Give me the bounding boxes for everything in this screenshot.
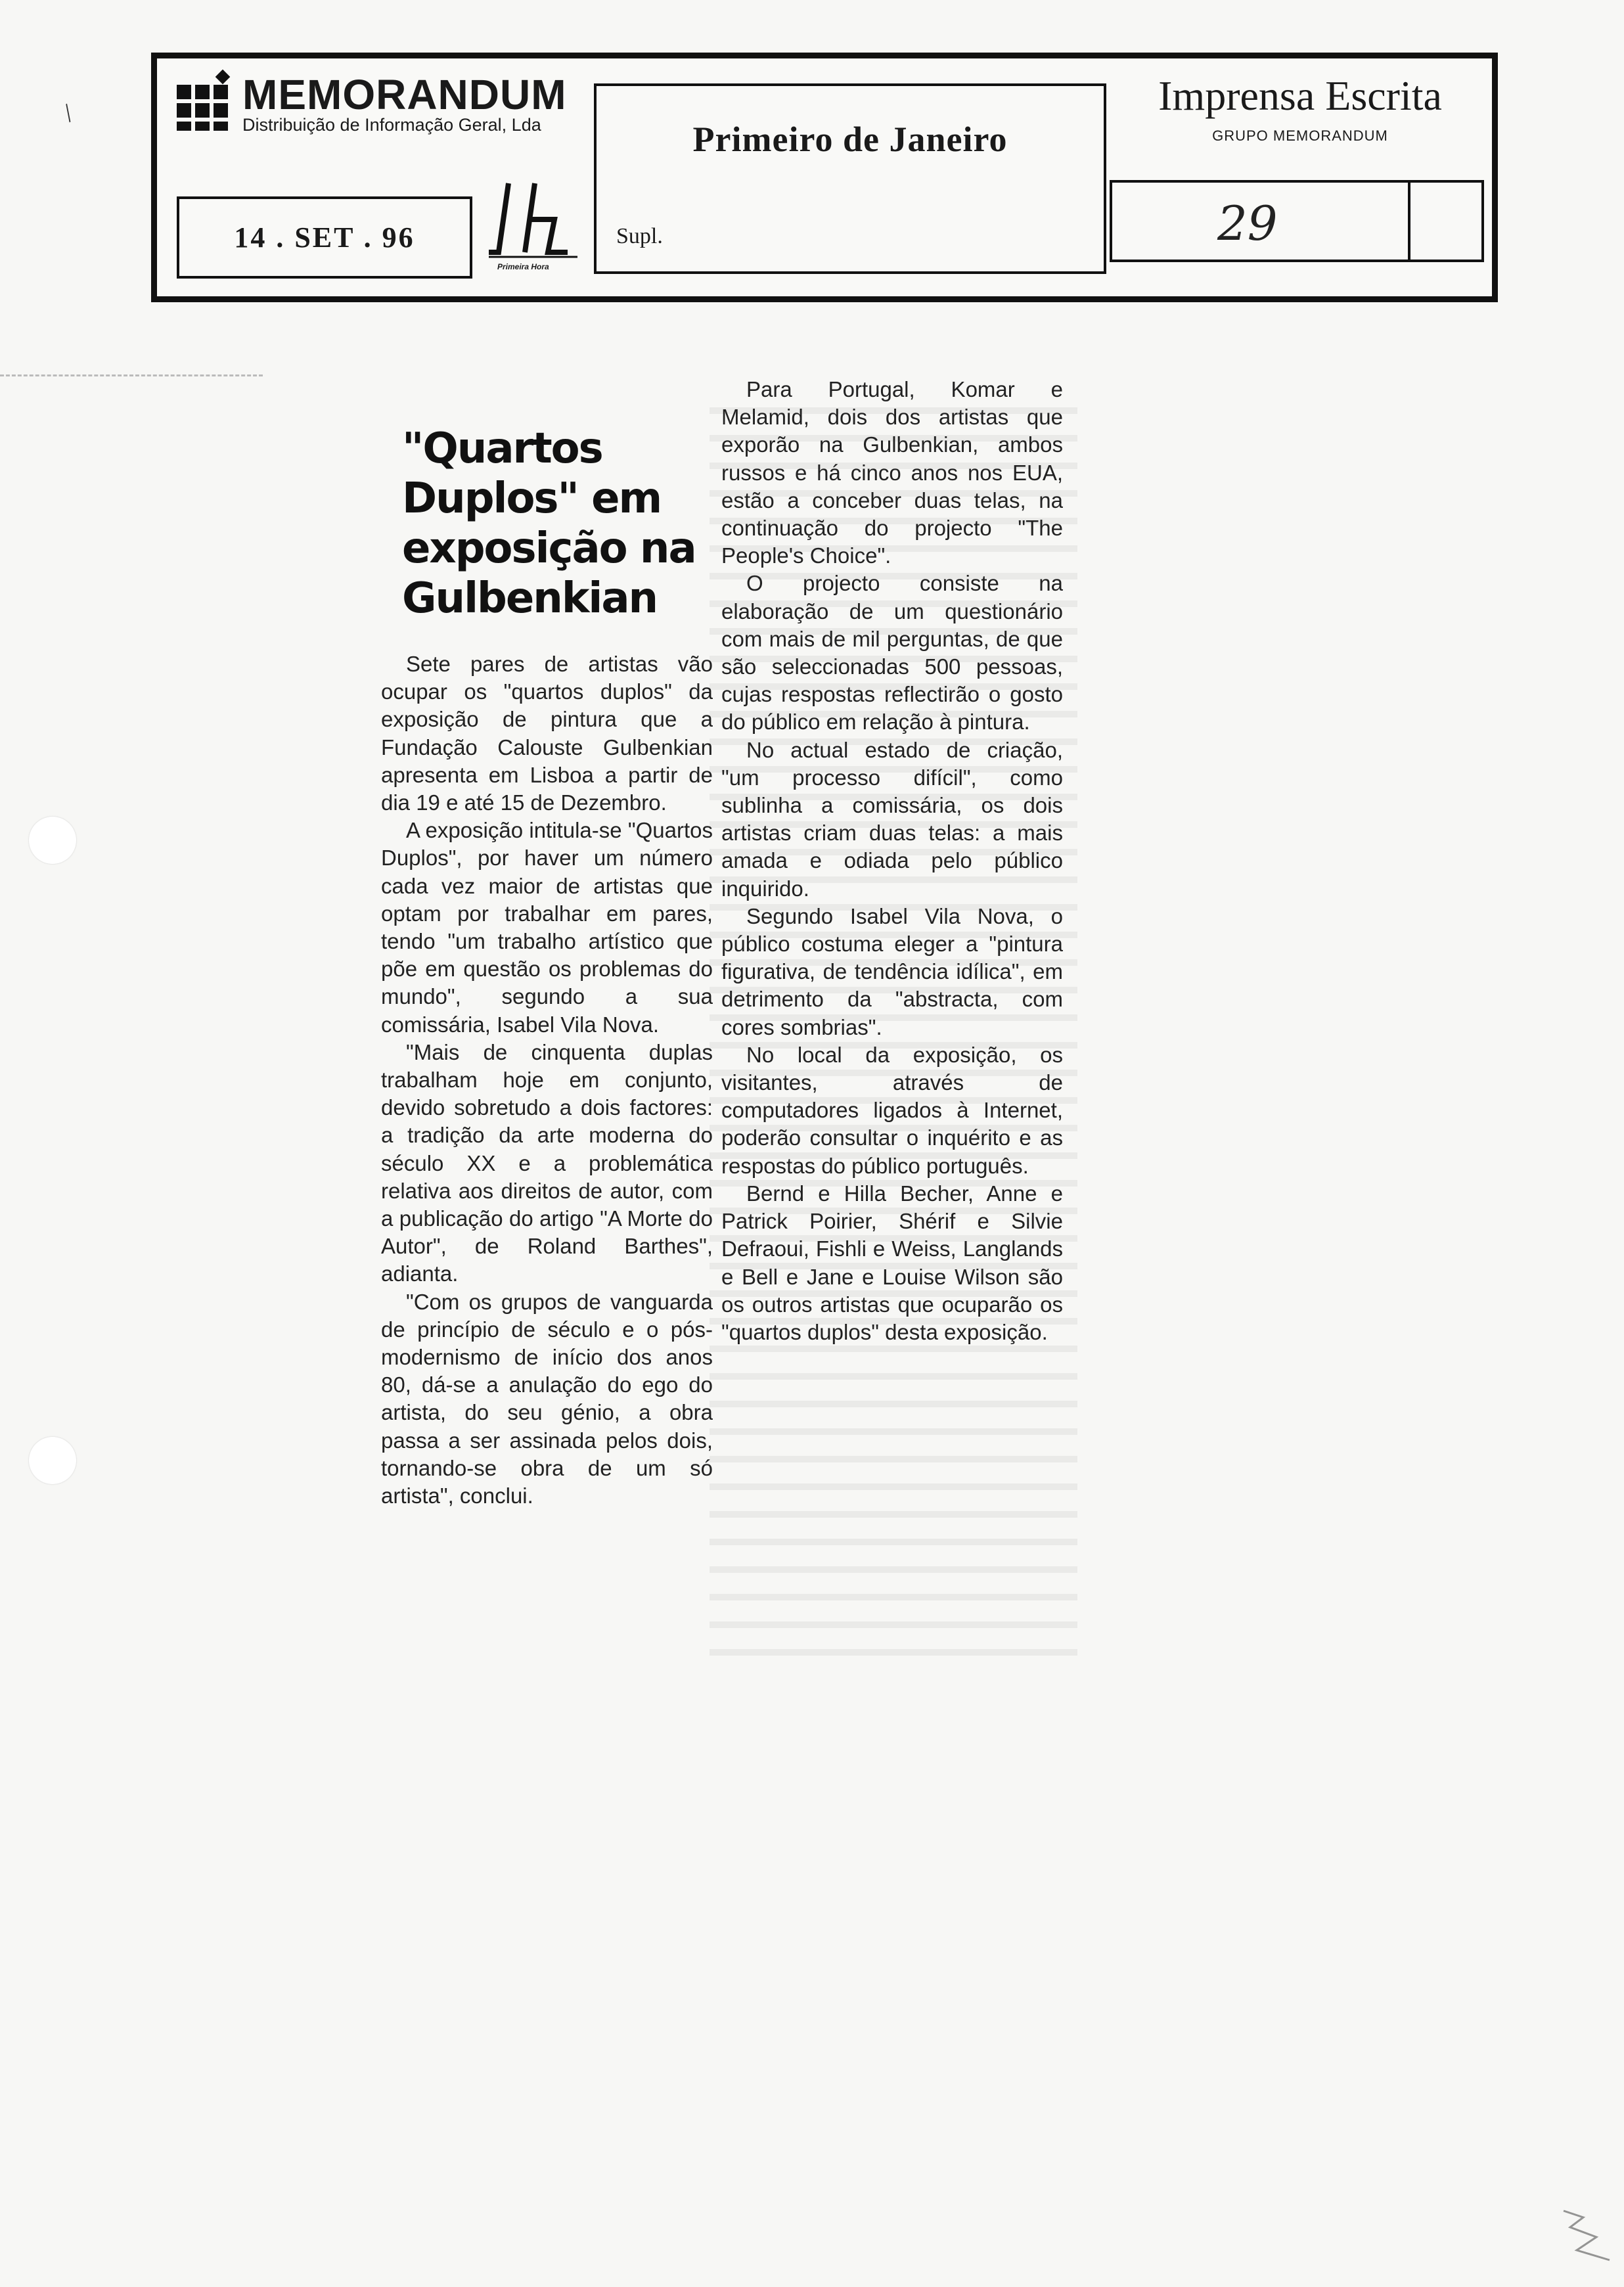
reference-divider <box>1408 183 1410 260</box>
logo-squares-icon <box>177 72 232 127</box>
paragraph: No actual estado de criação, "um processo difícil", como sublinha a comissária, os dois artistas criam duas telas: a mais amada e odiada pelo público inquirido. <box>721 737 1063 901</box>
article-headline: "Quartos Duplos" em exposição na Gulbenkian <box>402 424 696 623</box>
jh-caption: Primeira Hora <box>497 262 549 271</box>
faint-dashed-rule <box>0 374 263 379</box>
group-name: GRUPO MEMORANDUM <box>1212 127 1388 144</box>
jh-logo-icon <box>485 177 584 262</box>
corner-scan-artifact <box>1557 2198 1616 2270</box>
paragraph: Segundo Isabel Vila Nova, o público costuma eleger a "pintura figurativa, de tendência idílica", em detrimento da "abstracta, com cores sombrias". <box>721 903 1063 1039</box>
handwritten-reference-number: 29 <box>1217 196 1278 251</box>
publication-box <box>594 83 1106 274</box>
clipping-date: 14 . SET . 96 <box>177 196 472 279</box>
reference-box <box>1110 180 1484 262</box>
press-category-cell <box>1110 65 1491 288</box>
paragraph: No local da exposição, os visitantes, através de computadores ligados à Internet, poderão consultar o inquérito e as respostas do público português. <box>721 1042 1063 1178</box>
paragraph: Bernd e Hilla Becher, Anne e Patrick Poirier, Shérif e Silvie Defraoui, Fishli e Weiss, Langlands e Bell e Jane e Louise Wilson são os outros artistas que ocuparão os "quartos duplos" desta exposição. <box>721 1181 1063 1344</box>
logo-subtitle: Distribuição de Informação Geral, Lda <box>242 115 541 135</box>
supplement-label: Supl. <box>616 224 663 248</box>
paragraph: O projecto consiste na elaboração de um questionário com mais de mil perguntas, de que são seleccionadas 500 pessoas, cujas respostas reflectirão o gosto do público em relação à pintura. <box>721 571 1063 735</box>
paragraph: A exposição intitula-se "Quartos Duplos", por haver um número cada vez maior de artistas que optam por trabalhar em pares, tendo "um trabalho artístico que põe em questão os problemas do mundo", segundo a sua comissária, Isabel Vila Nova. <box>381 818 713 1037</box>
pen-tick-mark: / <box>57 98 79 127</box>
paragraph: "Com os grupos de vanguarda de princípio de século e o pós-modernismo de início dos anos 80, dá-se a anulação do ego do artista, do seu génio, a obra passa a ser assinada pelos dois, tornando-se obra de um só artista", conclui. <box>381 1289 713 1508</box>
press-category: Imprensa Escrita <box>1158 72 1442 119</box>
punch-hole <box>29 817 76 864</box>
memorandum-clipping-stamp <box>151 53 1498 302</box>
paragraph: Para Portugal, Komar e Melamid, dois dos artistas que exporão na Gulbenkian, ambos russos e há cinco anos nos EUA, estão a conceber duas telas, na continuação do projecto "The People's Choice". <box>721 377 1063 568</box>
article-column-left <box>381 650 713 1510</box>
publication-name: Primeiro de Janeiro <box>692 120 1008 159</box>
article-column-right <box>721 376 1063 1346</box>
paragraph: "Mais de cinquenta duplas trabalham hoje em conjunto, devido sobretudo a dois factores: a tradição da arte moderna do século XX e a problemática relativa aos direitos de autor, com a publicação do artigo "A Morte do Autor", de Roland Barthes", adianta. <box>381 1039 713 1286</box>
paragraph: Sete pares de artistas vão ocupar os "quartos duplos" da exposição de pintura que a Fundação Calouste Gulbenkian apresenta em Lisboa a partir de dia 19 e até 15 de Dezembro. <box>381 652 713 815</box>
primeira-hora-logo <box>485 177 584 282</box>
punch-hole <box>29 1437 76 1484</box>
logo-wordmark: MEMORANDUM <box>242 71 567 118</box>
